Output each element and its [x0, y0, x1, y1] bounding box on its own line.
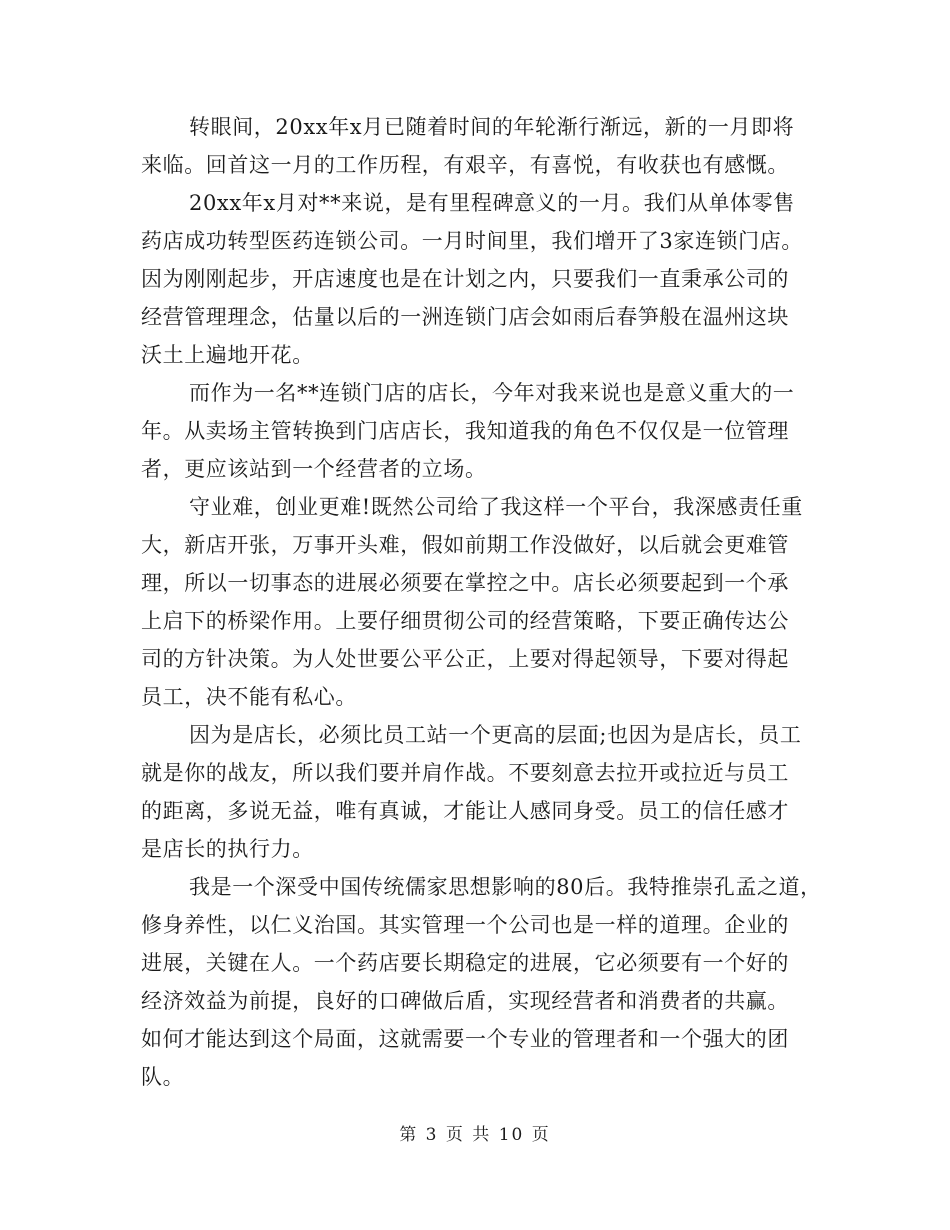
paragraph-2-line-3: 因为刚刚起步，开店速度也是在计划之内，只要我们一直秉承公司的: [141, 267, 789, 291]
paragraph-2-line-2: 药店成功转型医药连锁公司。一月时间里，我们增开了3家连锁门店。: [141, 229, 803, 253]
paragraph-4-line-3: 理，所以一切事态的进展必须要在掌控之中。店长必须要起到一个承: [141, 571, 789, 595]
paragraph-4-line-4: 上启下的桥梁作用。上要仔细贯彻公司的经营策略，下要正确传达公: [141, 609, 789, 633]
paragraph-4-line-1: 守业难，创业更难!既然公司给了我这样一个平台，我深感责任重: [189, 495, 803, 519]
paragraph-6-line-6: 队。: [141, 1065, 185, 1089]
paragraph-6-line-1: 我是一个深受中国传统儒家思想影响的80后。我特推崇孔孟之道，: [189, 875, 822, 899]
paragraph-2-line-4: 经营管理理念，估量以后的一洲连锁门店会如雨后春笋般在温州这块: [141, 305, 789, 329]
paragraph-3-line-3: 者，更应该站到一个经营者的立场。: [141, 457, 487, 481]
paragraph-5-line-2: 就是你的战友，所以我们要并肩作战。不要刻意去拉开或拉近与员工: [141, 761, 789, 785]
paragraph-4-line-5: 司的方针决策。为人处世要公平公正，上要对得起领导，下要对得起: [141, 647, 789, 671]
paragraph-2-line-1: 20xx年x月对**来说，是有里程碑意义的一月。我们从单体零售: [189, 191, 795, 215]
paragraph-4-line-2: 大，新店开张，万事开头难，假如前期工作没做好，以后就会更难管: [141, 533, 789, 557]
paragraph-5-line-3: 的距离，多说无益，唯有真诚，才能让人感同身受。员工的信任感才: [141, 799, 789, 823]
paragraph-1-line-1: 转眼间，20xx年x月已随着时间的年轮渐行渐远，新的一月即将: [189, 115, 795, 139]
paragraph-6-line-5: 如何才能达到这个局面，这就需要一个专业的管理者和一个强大的团: [141, 1027, 789, 1051]
paragraph-6-line-3: 进展，关键在人。一个药店要长期稳定的进展，它必须要有一个好的: [141, 951, 789, 975]
paragraph-6-line-4: 经济效益为前提，良好的口碑做后盾，实现经营者和消费者的共赢。: [141, 989, 789, 1013]
paragraph-1-line-2: 来临。回首这一月的工作历程，有艰辛，有喜悦，有收获也有感慨。: [141, 153, 789, 177]
page-number-footer: 第 3 页 共 10 页: [399, 1125, 551, 1145]
paragraph-3-line-1: 而作为一名**连锁门店的店长，今年对我来说也是意义重大的一: [189, 381, 795, 405]
paragraph-4-line-6: 员工，决不能有私心。: [141, 685, 357, 709]
paragraph-3-line-2: 年。从卖场主管转换到门店店长，我知道我的角色不仅仅是一位管理: [141, 419, 789, 443]
paragraph-5-line-4: 是店长的执行力。: [141, 837, 314, 861]
paragraph-5-line-1: 因为是店长，必须比员工站一个更高的层面;也因为是店长，员工: [189, 723, 802, 747]
paragraph-2-line-5: 沃土上遍地开花。: [141, 343, 314, 367]
paragraph-6-line-2: 修身养性，以仁义治国。其实管理一个公司也是一样的道理。企业的: [141, 913, 789, 937]
